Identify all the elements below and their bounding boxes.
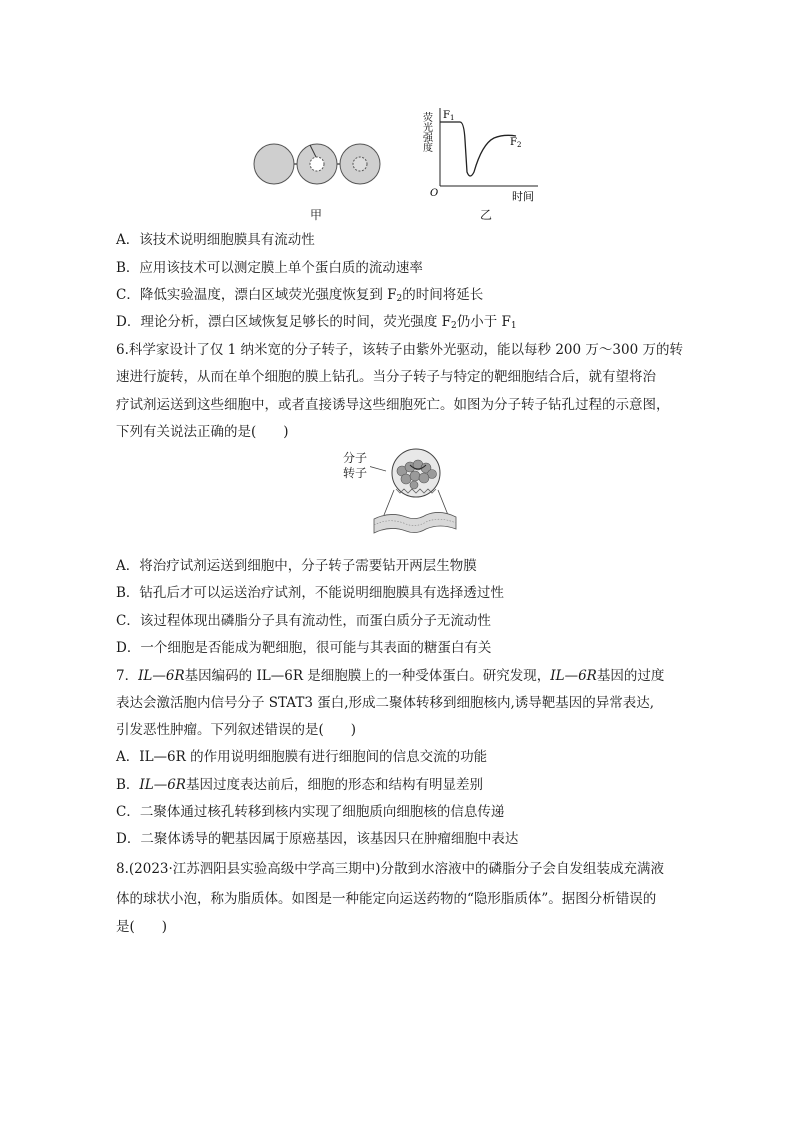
figure-jia [250,135,390,195]
q7-option-c: C．二聚体通过核孔转移到核内实现了细胞质向细胞核的信息传递 [116,804,505,820]
cell-circle-1 [254,144,294,184]
q8-stem-line-3: 是( ) [116,919,168,935]
rotor-label-1: 分子 [343,451,368,465]
bleached-spot-2 [310,157,324,171]
figure-label-jia: 甲 [310,208,323,222]
q5-option-d: D．理论分析，漂白区域恢复足够长的时间，荧光强度 $F_2$仍小于 $F_1$ [116,314,517,331]
fluorescence-curve [440,122,516,176]
q5-option-b: B．应用该技术可以测定膜上单个蛋白质的流动速率 [116,260,423,276]
bleached-spot-3 [353,157,367,171]
q5-option-c: C．降低实验温度，漂白区域荧光强度恢复到 $F_2$的时间将延长 [116,287,484,304]
curve-label-f2: $F_2$ [510,137,522,149]
molecular-rotor-figure [370,445,460,540]
q7-stem-line-2: 表达会激活胞内信号分子 STAT3 蛋白,形成二聚体转移到细胞核内,诱导靶基因的异常表达, [116,695,655,711]
figure-label-yi: 乙 [480,208,493,222]
q7-stem-line-3: 引发恶性肿瘤。下列叙述错误的是( ) [116,722,357,738]
q8-stem-line-2: 体的球状小泡，称为脂质体。如图是一种能定向运送药物的“隐形脂质体”。据图分析错误的 [116,891,657,907]
q7-option-d: D．二聚体诱导的靶基因属于原癌基因，该基因只在肿瘤细胞中表达 [116,831,519,847]
figure-yi [420,100,550,210]
q6-stem-line-3: 疗试剂运送到这些细胞中，或者直接诱导这些细胞死亡。如图为分子转子钻孔过程的示意图， [116,397,670,413]
q8-stem-line-1: 8.(2023·江苏泗阳县实验高级中学高三期中)分散到水溶液中的磷脂分子会自发组装成充满液 [116,861,665,877]
x-axis-label: 时间 [512,190,534,203]
q6-stem-line-4: 下列有关说法正确的是( ) [116,424,289,440]
q6-stem-line-1: 6.科学家设计了仅 1 纳米宽的分子转子，该转子由紫外光驱动，能以每秒 200 万～300 万的转 [116,342,683,358]
q6-option-c: C．该过程体现出磷脂分子具有流动性，而蛋白质分子无流动性 [116,613,491,629]
origin-label: O [430,188,439,199]
q6-option-b: B．钻孔后才可以运送治疗试剂，不能说明细胞膜具有选择透过性 [116,585,504,601]
q7-option-a: A．IL—6R 的作用说明细胞膜有进行细胞间的信息交流的功能 [116,749,488,765]
q7-stem-line-1: 7．IL—6R基因编码的 IL—6R 是细胞膜上的一种受体蛋白。研究发现，IL—6R基因的过度 [116,668,665,684]
curve-label-f1: $F_1$ [443,110,455,122]
q6-option-a: A．将治疗试剂运送到细胞中，分子转子需要钻开两层生物膜 [116,558,477,574]
membrane-bilayer [374,512,456,533]
rotor-label-2: 转子 [343,466,368,480]
q7-option-b: B．IL—6R基因过度表达前后，细胞的形态和结构有明显差别 [116,777,483,793]
q6-option-d: D．一个细胞是否能成为靶细胞，很可能与其表面的糖蛋白有关 [116,640,492,656]
q6-stem-line-2: 速进行旋转，从而在单个细胞的膜上钻孔。当分子转子与特定的靶细胞结合后，就有望将治 [116,369,656,385]
q5-option-a: A．该技术说明细胞膜具有流动性 [116,232,315,248]
y-axis-label: 荧光强度 [420,112,432,152]
